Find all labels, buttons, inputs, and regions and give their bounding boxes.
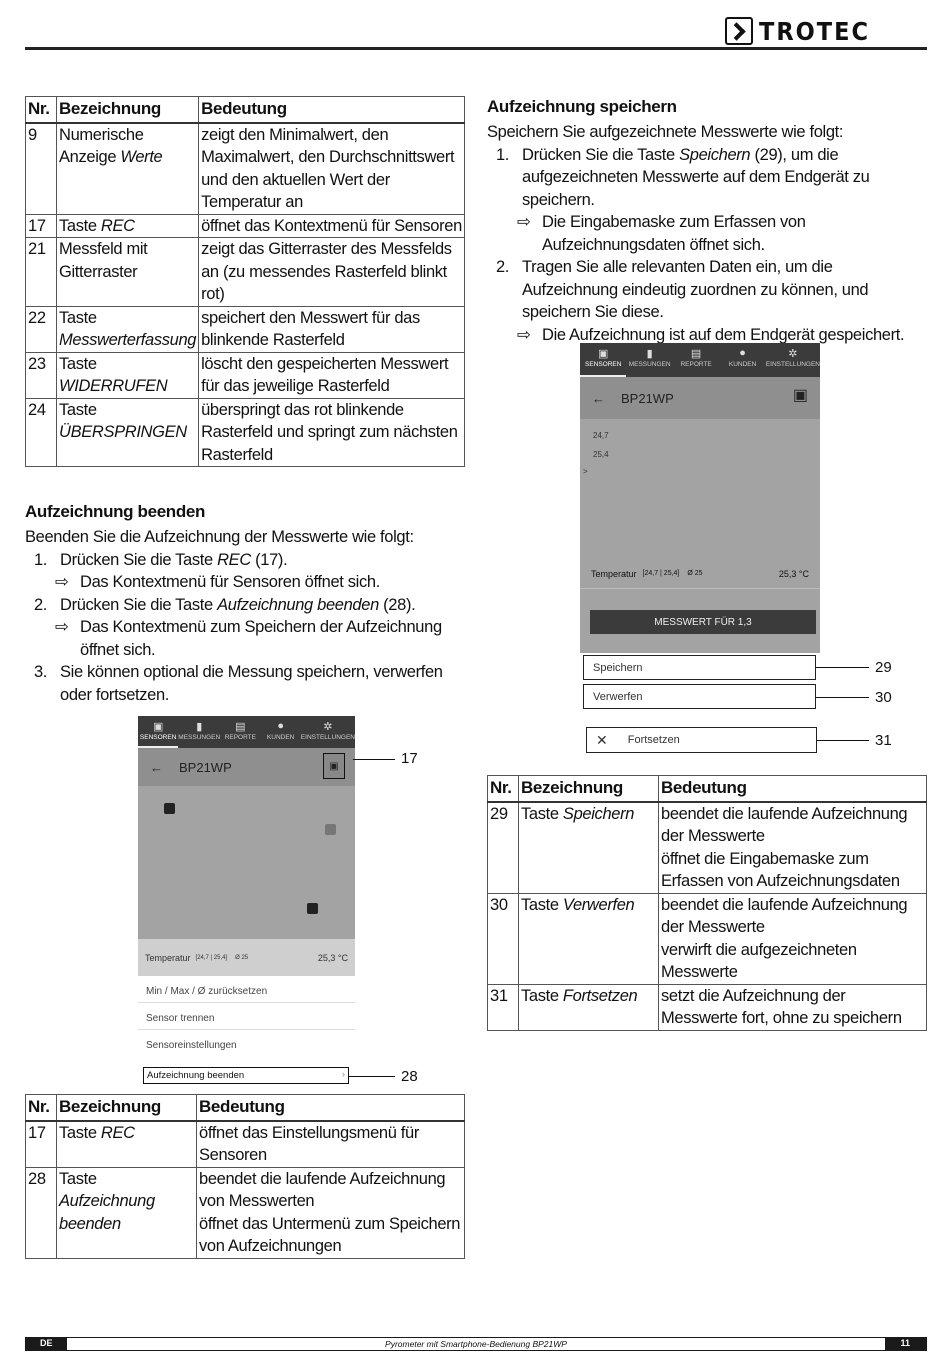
step-key: REC [217, 550, 251, 569]
name-italic: Fortsetzen [562, 986, 638, 1005]
discard-label: Verwerfen [593, 690, 643, 703]
customers-icon: ● [277, 720, 284, 732]
value-more: > [583, 467, 588, 476]
cell-nr: 17 [26, 214, 57, 238]
footer-language: DE [40, 1338, 53, 1348]
result-arrow-icon: ⇨ [517, 325, 531, 344]
cell-name [519, 802, 659, 894]
col-bezeichnung: Bezeichnung [57, 97, 199, 123]
continue-label: Fortsetzen [627, 734, 680, 746]
end-recording-button[interactable] [143, 1067, 349, 1084]
temperature-row [580, 559, 820, 589]
tab-sensoren[interactable] [138, 716, 178, 748]
name-italic: Speichern [562, 804, 635, 823]
cell-nr: 28 [26, 1167, 57, 1258]
step-text: Tragen Sie alle relevanten Daten ein, um die Aufzeichnung eindeutig zuordnen zu können, und speichern Sie diese. [522, 258, 869, 321]
tab-label: SENSOREN [139, 734, 177, 741]
table-display-elements [25, 96, 465, 467]
result-1 [25, 571, 465, 594]
tab-messungen[interactable] [178, 716, 220, 748]
col-nr: Nr. [26, 97, 57, 123]
phone-screenshot-save [580, 343, 820, 653]
name-italic: REC [100, 1123, 135, 1142]
cell-nr: 23 [26, 352, 57, 398]
tab-label: REPORTE [224, 734, 256, 741]
callout-line-28 [349, 1076, 395, 1077]
col-bedeutung: Bedeutung [659, 776, 927, 802]
menu-reset-minmax[interactable]: Min / Max / Ø zurücksetzen [138, 976, 355, 1003]
name-italic: REC [100, 216, 135, 235]
cell-desc: überspringt das rot blinkende Rasterfeld und springt zum nächsten Rasterfeld [199, 398, 465, 467]
end-recording-label: Aufzeichnung beenden [147, 1070, 245, 1081]
name-text: Taste [59, 400, 97, 419]
logo-mark-icon [725, 17, 753, 45]
device-name: BP21WP [179, 759, 232, 775]
tab-einstellungen[interactable] [766, 343, 820, 377]
section-title: Aufzeichnung speichern [487, 97, 677, 116]
back-arrow-icon[interactable]: ← [592, 390, 605, 406]
callout-28: 28 [401, 1068, 418, 1085]
callout-line-31 [817, 740, 869, 741]
result-arrow-icon: ⇨ [55, 618, 69, 636]
cell-name [57, 1167, 197, 1258]
table-save-recording [487, 775, 927, 1031]
section-intro: Speichern Sie aufgezeichnete Messwerte wie folgt: [487, 123, 844, 141]
cell-desc: öffnet das Einstellungsmenü für Sensoren [197, 1121, 465, 1168]
header-rule [25, 47, 927, 50]
report-icon: ▤ [690, 348, 702, 360]
cell-name [57, 352, 199, 398]
temperature-row [138, 939, 355, 976]
name-italic: Aufzeichnung beenden [59, 1192, 155, 1233]
capture-value-label: MESSWERT FÜR 1,3 [654, 616, 752, 628]
result-2 [25, 616, 465, 661]
callout-17: 17 [401, 750, 418, 767]
tab-einstellungen[interactable] [301, 716, 355, 748]
step-2: 2. Drücken Sie die Taste Aufzeichnung beenden (28). [33, 595, 416, 614]
name-italic: Werte [120, 148, 163, 166]
temp-label: Temperatur [145, 952, 191, 963]
callout-line-30 [816, 697, 869, 698]
cell-desc: öffnet das Kontextmenü für Sensoren [199, 214, 465, 238]
grid-cell-marker [164, 803, 175, 814]
step-1: 1. Drücken Sie die Taste REC (17). [33, 550, 288, 569]
bar-chart-icon: ▮ [196, 721, 203, 733]
temp-value: 25,3 °C [317, 952, 348, 963]
callout-30: 30 [875, 689, 892, 706]
close-icon: ✕ [596, 731, 608, 748]
name-text: Taste [59, 1169, 97, 1188]
phone-screenshot-sensors [138, 716, 355, 976]
col-bezeichnung: Bezeichnung [57, 1095, 197, 1121]
step-key: Speichern [679, 145, 751, 164]
tab-label: KUNDEN [266, 734, 295, 741]
result-text: Das Kontextmenü für Sensoren öffnet sich. [80, 573, 380, 591]
discard-button[interactable] [583, 684, 816, 709]
grid-cell-marker [325, 824, 336, 835]
step-3: 3. Sie können optional die Messung speichern, verwerfen oder fortsetzen. [25, 661, 465, 706]
table-row [26, 398, 465, 467]
cell-desc: zeigt das Gitterraster des Messfelds an (zu messendes Rasterfeld blinkt rot) [199, 238, 465, 307]
step-2: 2. Tragen Sie alle relevanten Daten ein, um die Aufzeichnung eindeutig zuordnen zu können, und speichern Sie diese. [487, 256, 927, 324]
section-save-recording [487, 97, 927, 346]
device-bar [580, 377, 820, 419]
name-text: Taste [59, 1123, 101, 1142]
measurement-grid [138, 786, 355, 939]
rec-button[interactable]: ▣ [323, 753, 345, 779]
cell-desc: setzt die Aufzeichnung der Messwerte fort, ohne zu speichern [659, 984, 927, 1030]
name-text: Taste [521, 804, 563, 823]
result-1 [487, 211, 927, 256]
step-key: Aufzeichnung beenden [217, 595, 379, 614]
name-text: Taste [521, 895, 563, 914]
col-bezeichnung: Bezeichnung [519, 776, 659, 802]
temp-value: 25,3 °C [778, 568, 809, 579]
value-min: 25,4 [593, 450, 609, 459]
table-row [26, 123, 465, 215]
cell-name [519, 984, 659, 1030]
cell-name [57, 123, 199, 215]
table-row [26, 214, 465, 238]
cell-name [57, 398, 199, 467]
cell-desc: zeigt den Minimalwert, den Maximalwert, den Durchschnittswert und den aktuellen Wert der Temperatur an [199, 123, 465, 215]
result-text: Das Kontextmenü zum Speichern der Aufzeichnung öffnet sich. [80, 618, 442, 659]
cell-nr: 17 [26, 1121, 57, 1168]
name-text: Messfeld mit Gitterraster [59, 240, 148, 281]
app-tab-bar [580, 343, 820, 377]
table-header-row [26, 97, 465, 123]
bar-chart-icon: ▮ [646, 348, 653, 360]
table-end-recording [25, 1094, 465, 1259]
section-intro: Beenden Sie die Aufzeichnung der Messwerte wie folgt: [25, 528, 414, 546]
menu-disconnect-sensor[interactable]: Sensor trennen [138, 1003, 355, 1030]
tab-label: KUNDEN [728, 361, 757, 368]
step-text: Sie können optional die Messung speichern, verwerfen oder fortsetzen. [60, 663, 443, 704]
step-1: 1. Drücken Sie die Taste Speichern (29), um die aufgezeichneten Messwerte auf dem Endgerät zu speichern. [495, 145, 870, 209]
menu-sensor-settings[interactable]: Sensoreinstellungen [146, 1040, 237, 1051]
result-arrow-icon: ⇨ [55, 573, 69, 591]
step-text-end: (28). [378, 595, 416, 614]
callout-line-17 [353, 759, 395, 760]
footer-title-box [67, 1337, 885, 1351]
table-row [488, 984, 927, 1030]
step-text-end: (17). [250, 550, 288, 569]
table-row [488, 893, 927, 984]
grid-cell-marker [307, 903, 318, 914]
section-end-recording [25, 502, 465, 706]
cell-nr: 9 [26, 123, 57, 215]
customers-icon: ● [739, 347, 746, 359]
tab-kunden[interactable] [261, 716, 301, 748]
tab-reporte[interactable] [220, 716, 260, 748]
table-row [26, 1167, 465, 1258]
cell-desc: beendet die laufende Aufzeichnung der Messwerte verwirft die aufgezeichneten Messwerte [659, 893, 927, 984]
table-row [26, 1121, 465, 1168]
step-text: Drücken Sie die Taste [60, 595, 218, 614]
tab-label: REPORTE [680, 361, 712, 368]
chevron-right-icon: › [341, 1069, 345, 1080]
value-list [580, 419, 820, 559]
gear-icon: ✲ [323, 721, 333, 733]
page-number: 11 [900, 1338, 910, 1348]
name-text: Taste [59, 354, 97, 373]
tab-label: MESSUNGEN [178, 734, 221, 741]
result-text: Die Eingabemaske zum Erfassen von Aufzeichnungsdaten öffnet sich. [542, 213, 806, 254]
temp-label: Temperatur [591, 568, 637, 579]
temp-avg: Ø 25 [235, 954, 249, 961]
cell-nr: 31 [488, 984, 519, 1030]
cell-nr: 29 [488, 802, 519, 894]
col-nr: Nr. [488, 776, 519, 802]
cell-nr: 30 [488, 893, 519, 984]
name-text: Numerische Anzeige [59, 125, 144, 166]
save-label: Speichern [593, 661, 643, 674]
footer-title: Pyrometer mit Smartphone-Bedienung BP21WP [385, 1339, 567, 1349]
cell-name [57, 238, 199, 307]
table-header-row [488, 776, 927, 802]
table-row [26, 306, 465, 352]
cell-name [57, 306, 199, 352]
cell-desc: beendet die laufende Aufzeichnung der Messwerte öffnet die Eingabemaske zum Erfassen von Aufzeichnungsdaten [659, 802, 927, 894]
cell-nr: 24 [26, 398, 57, 467]
app-tab-bar [138, 716, 355, 748]
cell-name [57, 1121, 197, 1168]
trotec-logo [725, 16, 927, 46]
col-bedeutung: Bedeutung [199, 97, 465, 123]
cell-desc: löscht den gespeicherten Messwert für das jeweilige Rasterfeld [199, 352, 465, 398]
rec-icon[interactable]: ▣ [792, 387, 808, 404]
back-arrow-icon[interactable]: ← [150, 759, 163, 775]
device-name: BP21WP [621, 390, 674, 406]
callout-29: 29 [875, 659, 892, 676]
page-footer [25, 1337, 927, 1351]
tab-messungen[interactable] [626, 343, 672, 377]
tab-label: EINSTELLUNGEN [300, 734, 355, 741]
name-text: Taste [59, 216, 101, 235]
step-text: Drücken Sie die Taste [522, 145, 680, 164]
name-italic: Verwerfen [562, 895, 635, 914]
capture-value-button[interactable] [590, 610, 816, 634]
step-text-end: (29), um die aufgezeichneten Messwerte auf dem Endgerät zu speichern. [522, 145, 870, 209]
cell-name [57, 214, 199, 238]
cell-nr: 21 [26, 238, 57, 307]
name-text: Taste [59, 308, 97, 327]
brand-name: TROTEC [759, 16, 870, 46]
tab-reporte[interactable] [673, 343, 719, 377]
device-bar [138, 748, 355, 786]
callout-line-29 [816, 667, 869, 668]
gear-icon: ✲ [788, 348, 798, 360]
col-nr: Nr. [26, 1095, 57, 1121]
temp-range: [24,7 | 25,4] [642, 570, 680, 577]
result-text: Die Aufzeichnung ist auf dem Endgerät gespeichert. [542, 325, 905, 344]
temp-range: [24,7 | 25,4] [195, 954, 228, 961]
name-italic: Messwerterfassung [59, 331, 197, 349]
cell-nr: 22 [26, 306, 57, 352]
section-title: Aufzeichnung beenden [25, 502, 206, 521]
name-text: Taste [521, 986, 563, 1005]
report-icon: ▤ [235, 721, 246, 733]
callout-31: 31 [875, 732, 892, 749]
tab-label: EINSTELLUNGEN [765, 361, 820, 368]
sensor-icon: ▣ [598, 348, 609, 360]
cell-name [519, 893, 659, 984]
step-text: Drücken Sie die Taste [60, 550, 218, 569]
cell-desc: speichert den Messwert für das blinkende Rasterfeld [199, 306, 465, 352]
temp-avg: Ø 25 [687, 570, 703, 577]
table-header-row [26, 1095, 465, 1121]
tab-label: MESSUNGEN [628, 361, 671, 368]
tab-label: SENSOREN [584, 361, 622, 368]
name-italic: WIDERRUFEN [59, 377, 168, 395]
table-row [26, 238, 465, 307]
name-italic: ÜBERSPRINGEN [59, 423, 187, 441]
tab-sensoren[interactable] [580, 343, 626, 377]
sensor-icon: ▣ [152, 721, 164, 733]
sensor-context-menu [138, 976, 355, 1057]
continue-button[interactable] [586, 727, 817, 753]
table-row [26, 352, 465, 398]
value-max: 24,7 [593, 431, 609, 440]
cell-desc: beendet die laufende Aufzeichnung von Messwerten öffnet das Untermenü zum Speichern von Aufzeichnungen [197, 1167, 465, 1258]
save-button[interactable] [583, 655, 816, 680]
table-row [488, 802, 927, 894]
col-bedeutung: Bedeutung [197, 1095, 465, 1121]
tab-kunden[interactable] [719, 343, 765, 377]
result-arrow-icon: ⇨ [517, 213, 531, 231]
